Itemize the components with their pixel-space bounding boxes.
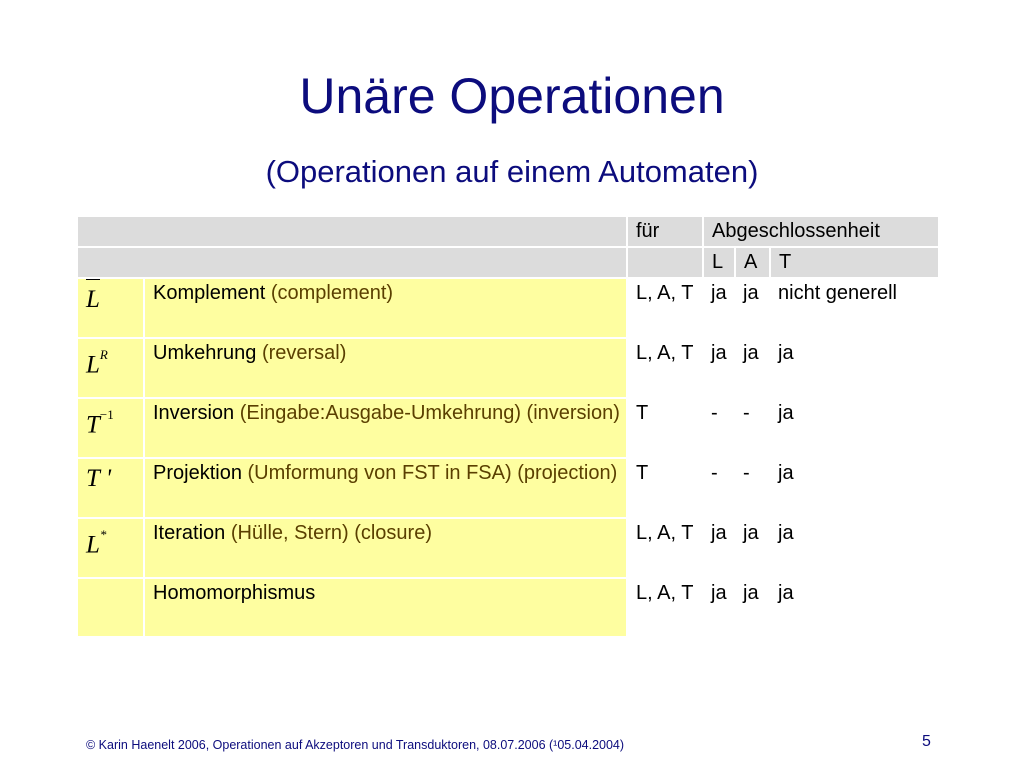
- symbol-cell: [78, 278, 144, 338]
- closure-A-cell: -: [735, 398, 770, 458]
- closure-L-cell: ja: [703, 578, 735, 636]
- fuer-cell: L, A, T: [627, 578, 703, 636]
- fuer-cell: L, A, T: [627, 518, 703, 578]
- footer-copyright: © Karin Haenelt 2006, Operationen auf Akzeptoren und Transduktoren, 08.07.2006 (¹05.04.2004): [86, 738, 625, 752]
- inversion-symbol: $T^{-1}$: [86, 407, 114, 439]
- closure-A-cell: ja: [735, 578, 770, 636]
- operation-name: Homomorphismus: [153, 582, 316, 604]
- header-col-L: L: [703, 247, 735, 278]
- closure-L-cell: ja: [703, 518, 735, 578]
- fuer-cell: T: [627, 398, 703, 458]
- slide-title: Unäre Operationen: [299, 68, 725, 124]
- reversal-symbol: $L^R$: [86, 347, 108, 379]
- operation-name: Inversion: [153, 402, 235, 424]
- table-row-umkehrung: [78, 338, 939, 398]
- closure-T-cell: ja: [770, 518, 939, 578]
- header-abgeschlossenheit: Abgeschlossenheit: [703, 216, 939, 247]
- operation-name-cell: [144, 578, 627, 636]
- operation-name: Iteration: [153, 522, 226, 544]
- operation-name: Projektion: [153, 462, 242, 484]
- header-col-T: T: [770, 247, 939, 278]
- page-number: 5: [922, 733, 931, 750]
- header-row-1: [78, 216, 939, 247]
- operation-note: (complement): [265, 282, 394, 304]
- closure-A-cell: ja: [735, 338, 770, 398]
- operation-name-cell: [144, 278, 627, 338]
- operation-note: (Hülle, Stern) (closure): [225, 522, 432, 544]
- fuer-cell: L, A, T: [627, 278, 703, 338]
- table-row-projektion: [78, 458, 939, 518]
- operation-note: (reversal): [256, 342, 347, 364]
- operation-note: (Eingabe:Ausgabe-Umkehrung) (inversion): [234, 402, 620, 424]
- fuer-cell: T: [627, 458, 703, 518]
- operations-table: [78, 215, 940, 636]
- symbol-cell: [78, 578, 144, 636]
- iteration-symbol: L*: [86, 527, 107, 559]
- closure-T-cell: ja: [770, 458, 939, 518]
- operation-name-cell: [144, 458, 627, 518]
- closure-T-cell: ja: [770, 398, 939, 458]
- header-row-2: [78, 247, 939, 278]
- operation-name-cell: [144, 398, 627, 458]
- closure-T-cell: ja: [770, 578, 939, 636]
- closure-A-cell: ja: [735, 518, 770, 578]
- symbol-cell: [78, 398, 144, 458]
- operation-name: Umkehrung: [153, 342, 257, 364]
- closure-L-cell: ja: [703, 338, 735, 398]
- closure-A-cell: ja: [735, 278, 770, 338]
- symbol-cell: [78, 518, 144, 578]
- complement-symbol: L: [86, 279, 100, 320]
- header-col-A: A: [735, 247, 770, 278]
- slide-subtitle: (Operationen auf einem Automaten): [265, 154, 759, 189]
- table-row-inversion: [78, 398, 939, 458]
- table-row-homomorphismus: [78, 578, 939, 636]
- fuer-cell: L, A, T: [627, 338, 703, 398]
- closure-L-cell: -: [703, 398, 735, 458]
- header-empty-fuer: [627, 247, 703, 278]
- closure-L-cell: -: [703, 458, 735, 518]
- closure-L-cell: ja: [703, 278, 735, 338]
- operation-note: (Umformung von FST in FSA) (projection): [241, 462, 618, 484]
- closure-T-cell: nicht generell: [770, 278, 939, 338]
- header-empty-cell: [78, 247, 627, 278]
- symbol-cell: [78, 338, 144, 398]
- operation-name-cell: [144, 338, 627, 398]
- header-empty-cell: [78, 216, 627, 247]
- header-fuer: für: [627, 216, 703, 247]
- table-row-iteration: [78, 518, 939, 578]
- closure-A-cell: -: [735, 458, 770, 518]
- projection-symbol: T ': [86, 465, 112, 492]
- symbol-cell: [78, 458, 144, 518]
- table-row-komplement: [78, 278, 939, 338]
- operation-name-cell: [144, 518, 627, 578]
- operation-name: Komplement: [153, 282, 266, 304]
- closure-T-cell: ja: [770, 338, 939, 398]
